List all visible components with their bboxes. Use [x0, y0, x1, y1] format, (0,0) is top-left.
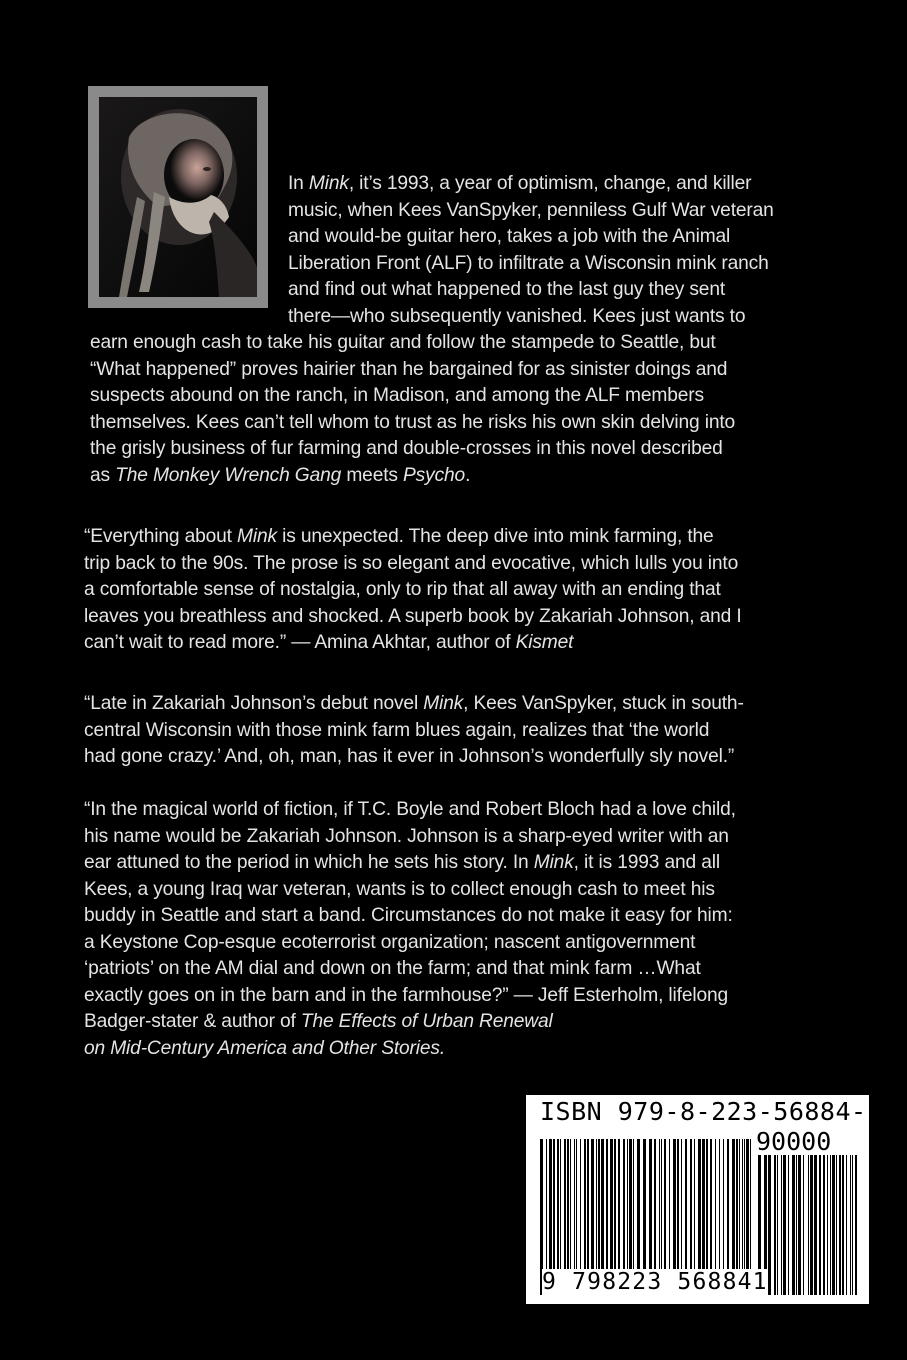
text-span: Badger-stater & author of: [84, 1011, 301, 1032]
description-line: suspects abound on the ranch, in Madison, and among the ALF members: [90, 385, 704, 406]
barcode-bar: [814, 1155, 817, 1295]
description-line: Liberation Front (ALF) to infiltrate a Wisconsin mink ranch: [288, 252, 769, 274]
quote-line: central Wisconsin with those mink farm blues again, realizes that ‘the world: [84, 719, 710, 741]
review-quote-akhtar: [84, 524, 844, 657]
description-line: and find out what happened to the last guy they sent: [288, 279, 726, 300]
quote-line: buddy in Seattle and start a band. Circumstances do not make it easy for him:: [84, 905, 733, 926]
barcode-bar: [803, 1155, 804, 1295]
description-line: earn enough cash to take his guitar and follow the stampede to Seattle, but: [90, 332, 716, 353]
book-title: Psycho: [403, 464, 466, 486]
text-span: In: [288, 173, 309, 194]
book-title: The Effects of Urban Renewal: [300, 1011, 553, 1032]
book-title: Mink: [308, 173, 349, 194]
description-line: music, when Kees VanSpyker, penniless Gulf War veteran: [288, 199, 774, 221]
text-span: ear attuned to the period in which he sets his story. In: [84, 852, 534, 873]
barcode-bar: [839, 1155, 841, 1295]
quote-line: [84, 524, 844, 551]
quote-line: [84, 1036, 844, 1063]
quote-line: [84, 850, 844, 877]
description-line: “What happened” proves hairier than he bargained for as sinister doings and: [90, 358, 728, 380]
barcode-bar: [846, 1155, 847, 1295]
quote-line: exactly goes on in the barn and in the farmhouse?” — Jeff Esterholm, lifelong: [84, 984, 729, 1006]
barcode-bar: [768, 1155, 771, 1295]
text-span: can’t wait to read more.” — Amina Akhtar, author of: [84, 632, 516, 653]
barcode-bar: [810, 1155, 813, 1295]
text-span: as: [90, 464, 116, 486]
barcode-bar: [855, 1155, 857, 1295]
barcode-bar: [830, 1155, 831, 1295]
description-line: [90, 171, 850, 198]
barcode-bar: [798, 1155, 801, 1295]
barcode-bar: [823, 1155, 825, 1295]
description-line: [90, 463, 850, 490]
barcode-bar: [781, 1155, 782, 1295]
barcode-bar: [783, 1155, 786, 1295]
book-title: Mink: [533, 852, 574, 873]
quote-line: [84, 691, 844, 718]
text-span: , Kees VanSpyker, stuck in south-: [463, 693, 744, 714]
book-description: [90, 171, 850, 489]
barcode-bar: [832, 1155, 835, 1295]
book-title: on Mid-Century America and Other Stories.: [84, 1037, 446, 1059]
isbn-barcode-box: [526, 1095, 883, 1304]
barcode-bar: [842, 1155, 844, 1295]
book-title: Mink: [423, 693, 464, 714]
isbn-label: ISBN 979-8-223-56884-1: [540, 1097, 883, 1126]
barcode-bar: [774, 1155, 776, 1295]
text-span: , it’s 1993, a year of optimism, change, and killer: [348, 173, 752, 194]
barcode-bar: [836, 1155, 837, 1295]
description-line: and would-be guitar hero, takes a job with the Animal: [288, 226, 731, 247]
barcode-bar: [788, 1155, 789, 1295]
quote-line: ‘patriots’ on the AM dial and down on the farm; and that mink farm …What: [84, 958, 701, 979]
quote-line: [84, 630, 844, 657]
quote-line: trip back to the 90s. The prose is so elegant and evocative, which lulls you into: [84, 552, 739, 574]
ean-digits: 9 798223 568841: [542, 1269, 768, 1295]
barcode-bar: [792, 1155, 795, 1295]
barcode-bar: [808, 1155, 809, 1295]
quote-line: had gone crazy.’ And, oh, man, has it ever in Johnson’s wonderfully sly novel.”: [84, 746, 735, 767]
text-span: “Late in Zakariah Johnson’s debut novel: [84, 693, 424, 714]
barcode-bar: [827, 1155, 828, 1295]
text-span: meets: [341, 464, 404, 486]
barcode-bar: [819, 1155, 821, 1295]
description-line: themselves. Kees can’t tell whom to trust as he risks his own skin delving into: [90, 411, 736, 433]
price-code: 90000: [756, 1127, 832, 1156]
quote-line: Kees, a young Iraq war veteran, wants is to collect enough cash to meet his: [84, 878, 715, 900]
text-span: “Everything about: [84, 526, 238, 547]
barcode-bar: [850, 1155, 851, 1295]
text-span: is unexpected. The deep dive into mink farming, the: [276, 526, 714, 547]
quote-line: his name would be Zakariah Johnson. Johnson is a sharp-eyed writer with an: [84, 825, 729, 847]
description-line: there—who subsequently vanished. Kees just wants to: [288, 305, 746, 327]
barcode-bar: [777, 1155, 778, 1295]
review-quote-2: [84, 691, 844, 771]
description-line: the grisly business of fur farming and double-crosses in this novel described: [90, 438, 723, 459]
text-span: , it is 1993 and all: [573, 852, 720, 873]
review-quote-esterholm: [84, 797, 844, 1062]
quote-line: a Keystone Cop-esque ecoterrorist organization; nascent antigovernment: [84, 931, 696, 953]
quote-line: a comfortable sense of nostalgia, only to rip that all away with an ending that: [84, 579, 721, 600]
quote-line: leaves you breathless and shocked. A superb book by Zakariah Johnson, and I: [84, 605, 742, 627]
book-title: Mink: [237, 526, 277, 547]
quote-line: “In the magical world of fiction, if T.C. Boyle and Robert Bloch had a love child,: [84, 799, 736, 820]
barcode-bar: [796, 1155, 797, 1295]
book-title: The Monkey Wrench Gang: [115, 464, 342, 486]
quote-line: [84, 1009, 844, 1036]
book-title: Kismet: [515, 632, 574, 653]
text-span: .: [465, 464, 471, 486]
barcode-bar: [852, 1155, 853, 1295]
